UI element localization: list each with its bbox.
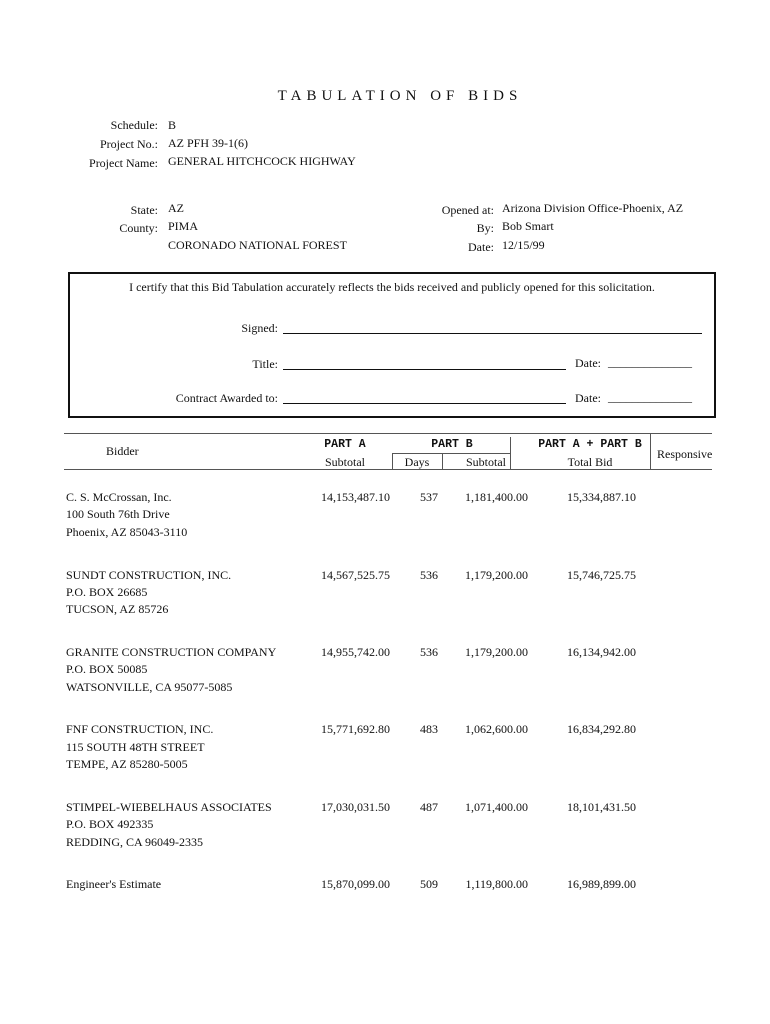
total-bid: 15,334,887.10: [567, 490, 636, 504]
header-days: Days: [404, 455, 430, 469]
header-total-bid: Total Bid: [567, 455, 613, 469]
opened-label: Opened at:: [441, 203, 494, 217]
header-part-a: PART A: [324, 438, 366, 451]
bidder-address-line1: 115 SOUTH 48TH STREET: [66, 740, 205, 754]
forest-value: CORONADO NATIONAL FOREST: [168, 238, 347, 252]
date-value: 12/15/99: [502, 238, 545, 252]
bidder-address-line2: Phoenix, AZ 85043-3110: [66, 525, 188, 539]
header-bidder: Bidder: [106, 444, 139, 458]
part-b-days: 483: [420, 722, 438, 736]
bidder-address-line1: 100 South 76th Drive: [66, 507, 170, 521]
part-b-mid-tick: [442, 453, 443, 469]
estimate-days: 509: [420, 877, 438, 891]
part-a-subtotal: 17,030,031.50: [321, 800, 390, 814]
title-label: Title:: [252, 357, 278, 371]
bidder-address-line2: REDDING, CA 96049-2335: [66, 835, 203, 849]
schedule-value: B: [168, 118, 177, 132]
signed-label: Signed:: [241, 321, 278, 335]
bidder-name: FNF CONSTRUCTION, INC.: [66, 722, 214, 736]
part-b-left-tick: [392, 453, 393, 469]
contract-date-blank[interactable]: ______________: [608, 390, 692, 404]
part-b-subtotal: 1,062,600.00: [465, 722, 528, 736]
part-b-days: 536: [420, 645, 438, 659]
estimate-part-b: 1,119,800.00: [465, 877, 528, 891]
county-value: PIMA: [168, 219, 199, 233]
estimate-total: 16,989,899.00: [567, 877, 636, 891]
table-header-top-rule: [64, 433, 712, 434]
contract-label: Contract Awarded to:: [175, 391, 278, 405]
project-no-value: AZ PFH 39-1(6): [168, 136, 248, 150]
bidder-address-line1: P.O. BOX 50085: [66, 662, 148, 676]
header-total-top: PART A + PART B: [538, 438, 642, 451]
state-label: State:: [130, 203, 158, 217]
county-label: County:: [119, 221, 158, 235]
part-a-subtotal: 14,567,525.75: [321, 568, 390, 582]
part-b-subtotal: 1,181,400.00: [465, 490, 528, 504]
part-b-days: 536: [420, 568, 438, 582]
total-bid: 15,746,725.75: [567, 568, 636, 582]
title-date-blank[interactable]: ______________: [608, 355, 692, 369]
title-date-label: Date:: [575, 356, 601, 370]
part-a-subtotal: 14,955,742.00: [321, 645, 390, 659]
bidder-address-line1: P.O. BOX 26685: [66, 585, 148, 599]
state-value: AZ: [168, 201, 184, 215]
total-bid: 18,101,431.50: [567, 800, 636, 814]
page-title: TABULATION OF BIDS: [277, 88, 523, 104]
header-part-b-subtotal: Subtotal: [465, 455, 506, 469]
part-a-subtotal: 15,771,692.80: [321, 722, 390, 736]
part-b-subtotal: 1,179,200.00: [465, 645, 528, 659]
by-value: Bob Smart: [502, 219, 554, 233]
responsive-divider: [650, 433, 651, 469]
estimate-part-a: 15,870,099.00: [321, 877, 390, 891]
signed-line[interactable]: [283, 333, 702, 334]
header-part-a-subtotal: Subtotal: [324, 455, 365, 469]
total-bid: 16,834,292.80: [567, 722, 636, 736]
title-line[interactable]: [283, 369, 566, 370]
project-name-label: Project Name:: [89, 156, 158, 170]
date-label: Date:: [468, 240, 494, 254]
project-no-label: Project No.:: [100, 137, 158, 151]
bidder-address-line2: WATSONVILLE, CA 95077-5085: [66, 680, 233, 694]
part-b-days: 487: [420, 800, 438, 814]
part-b-subtotal: 1,071,400.00: [465, 800, 528, 814]
bidder-address-line2: TUCSON, AZ 85726: [66, 602, 169, 616]
contract-line[interactable]: [283, 403, 566, 404]
part-b-days: 537: [420, 490, 438, 504]
bidder-name: C. S. McCrossan, Inc.: [66, 490, 172, 504]
certification-text: I certify that this Bid Tabulation accurately reflects the bids received and publicly opened for this solicitation.: [129, 280, 655, 294]
total-bid: 16,134,942.00: [567, 645, 636, 659]
header-part-b: PART B: [431, 438, 473, 451]
part-b-subtotal: 1,179,200.00: [465, 568, 528, 582]
bidder-address-line1: P.O. BOX 492335: [66, 817, 154, 831]
contract-date-label: Date:: [575, 391, 601, 405]
part-a-subtotal: 14,153,487.10: [321, 490, 390, 504]
project-name-value: GENERAL HITCHCOCK HIGHWAY: [168, 154, 356, 168]
opened-value: Arizona Division Office-Phoenix, AZ: [502, 201, 684, 215]
by-label: By:: [476, 221, 494, 235]
part-b-rule: [392, 453, 510, 454]
bidder-name: STIMPEL-WIEBELHAUS ASSOCIATES: [66, 800, 272, 814]
bidder-address-line2: TEMPE, AZ 85280-5005: [66, 757, 188, 771]
header-responsive: Responsive: [657, 447, 713, 461]
estimate-label: Engineer's Estimate: [66, 877, 162, 891]
bidder-name: GRANITE CONSTRUCTION COMPANY: [66, 645, 277, 659]
schedule-label: Schedule:: [110, 118, 158, 132]
bidder-name: SUNDT CONSTRUCTION, INC.: [66, 568, 232, 582]
